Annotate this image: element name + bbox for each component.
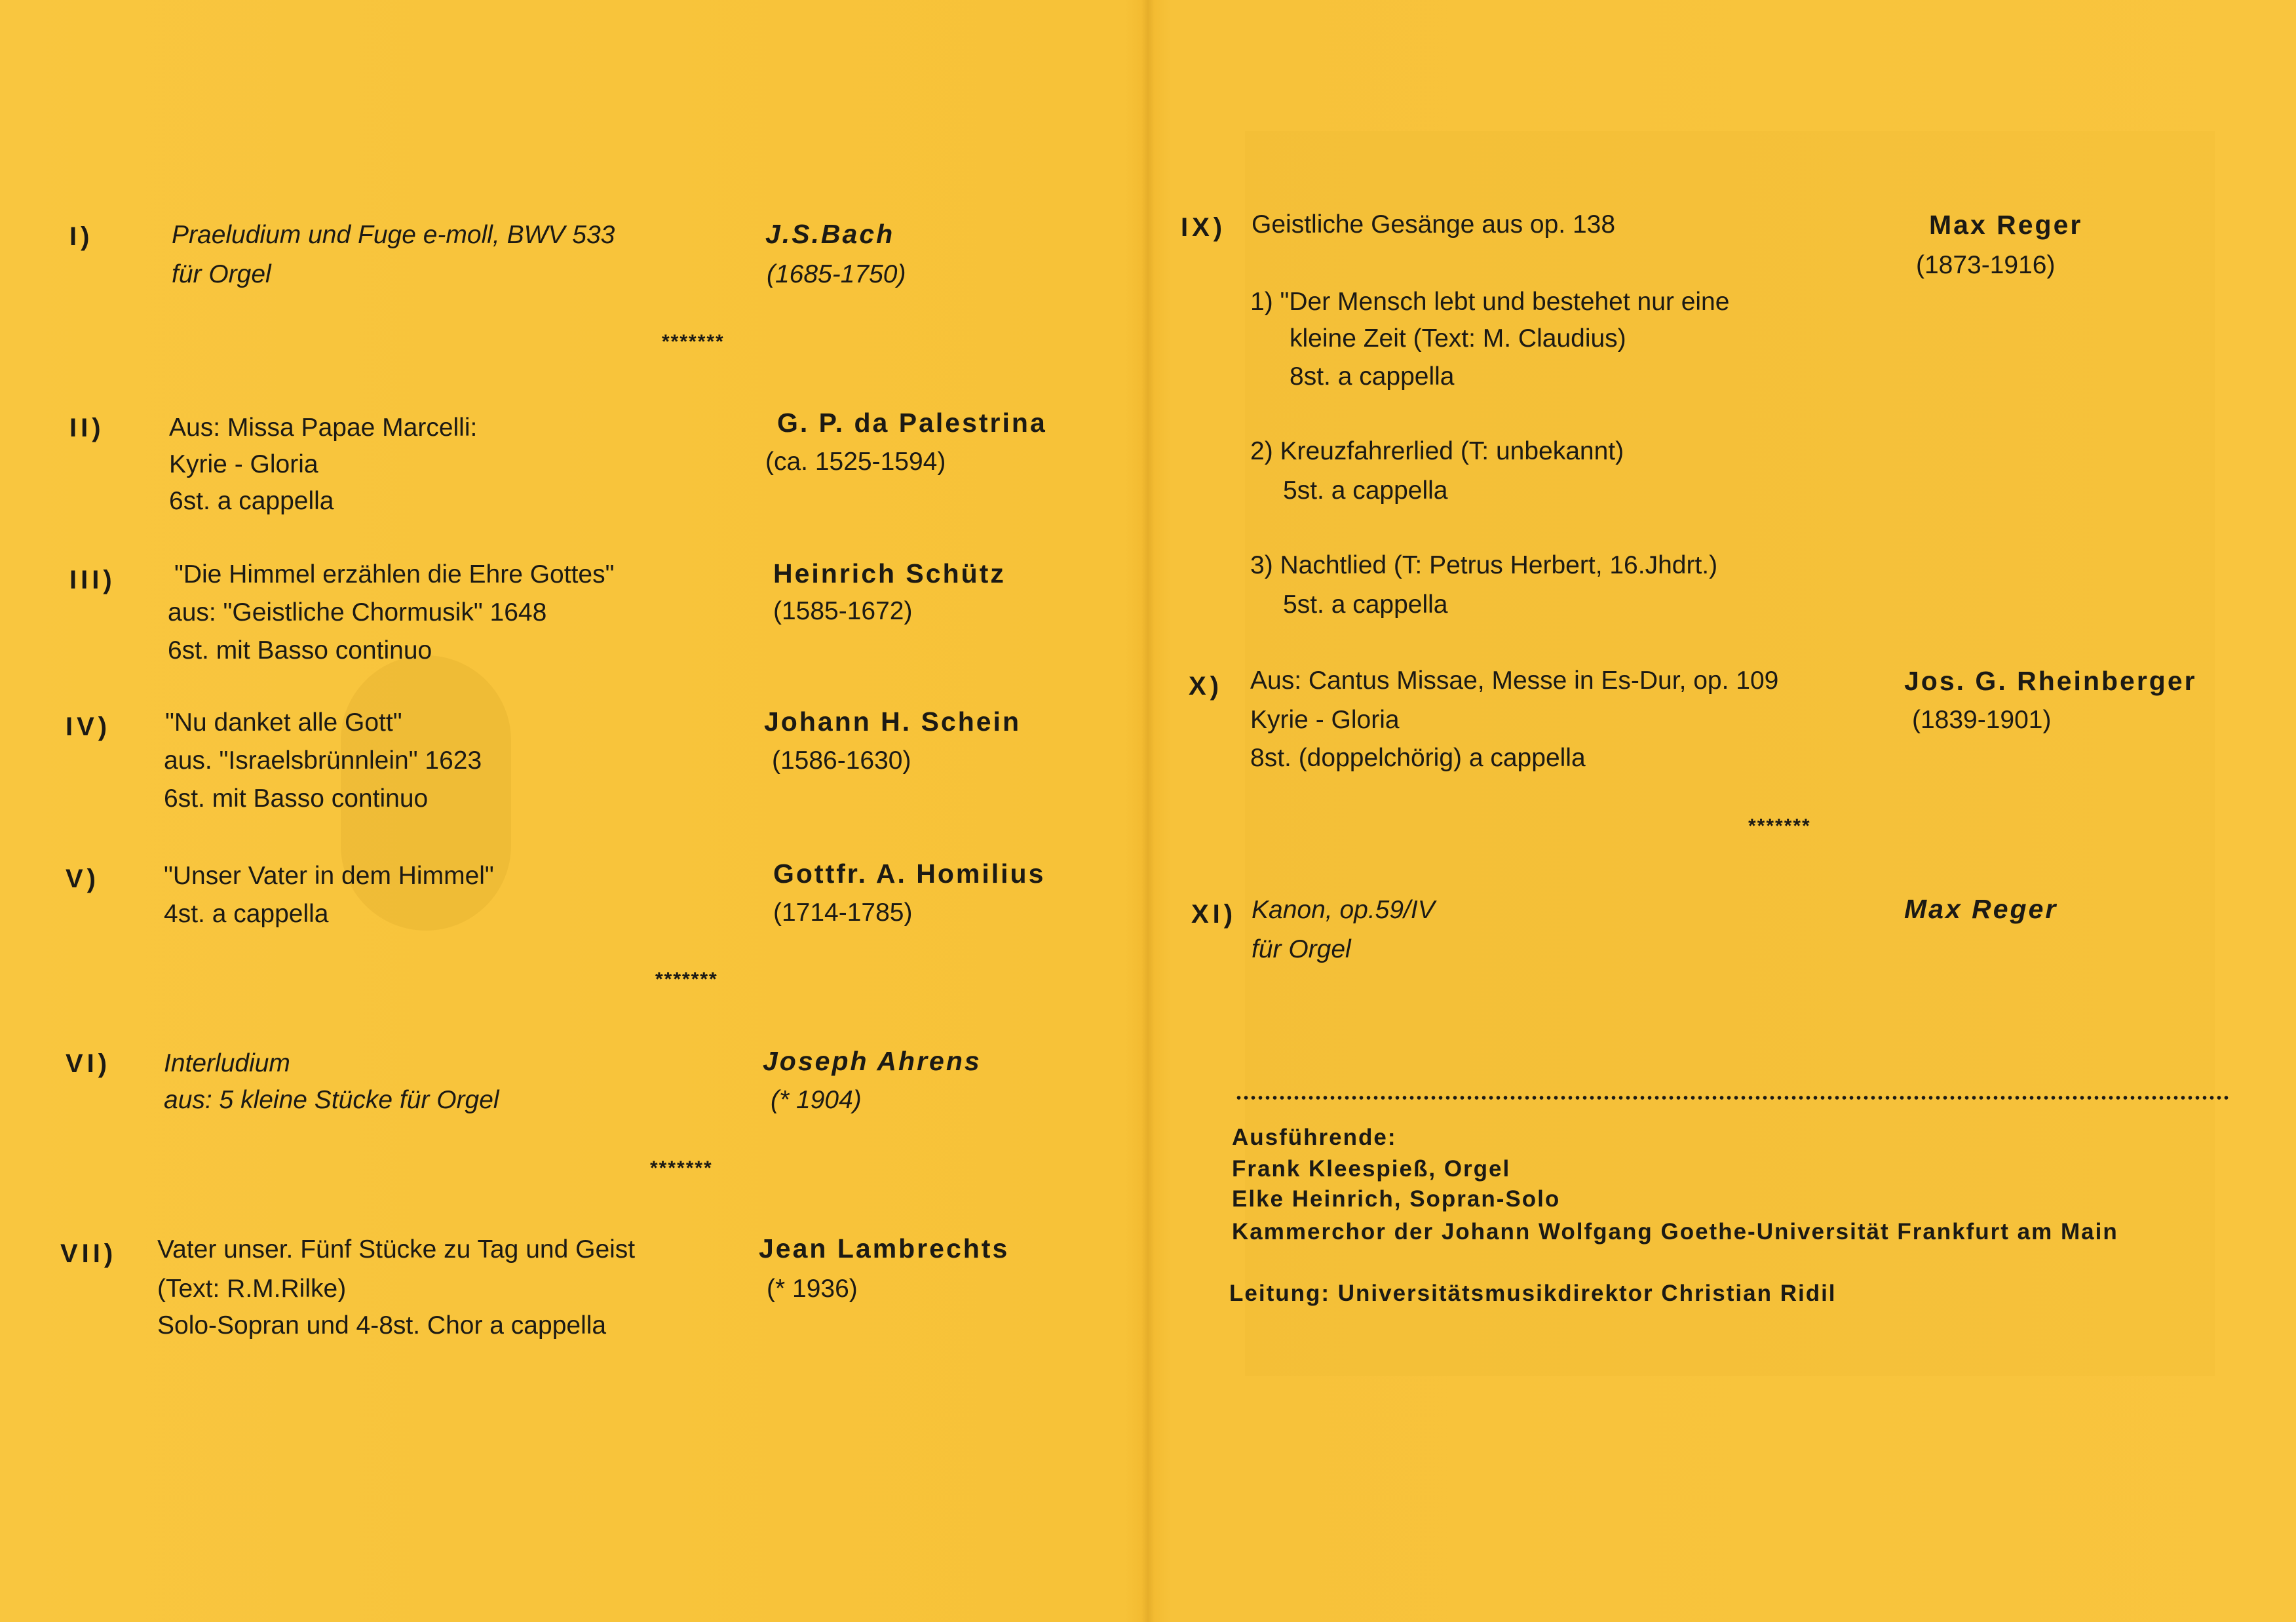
item-4-line-3: 6st. mit Basso continuo	[164, 784, 429, 813]
performer-soprano: Elke Heinrich, Sopran-Solo	[1232, 1186, 1561, 1212]
item-1-number: I)	[69, 222, 94, 251]
conductor-line: Leitung: Universitätsmusikdirektor Christian Ridil	[1229, 1281, 1837, 1306]
item-7-number: VII)	[60, 1239, 117, 1268]
item-9-composer: Max Reger	[1929, 210, 2083, 240]
item-2-line-3: 6st. a cappella	[169, 487, 334, 515]
performers-heading: Ausführende:	[1232, 1125, 1397, 1150]
item-3-title: "Die Himmel erzählen die Ehre Gottes"	[174, 560, 615, 589]
item-5-line-2: 4st. a cappella	[164, 900, 329, 928]
item-5-title: "Unser Vater in dem Himmel"	[164, 862, 494, 890]
item-10-composer: Jos. G. Rheinberger	[1904, 666, 2197, 696]
item-3-dates: (1585-1672)	[773, 597, 913, 625]
item-5-dates: (1714-1785)	[773, 898, 913, 927]
item-4-dates: (1586-1630)	[772, 746, 911, 775]
item-1-composer: J.S.Bach	[765, 219, 895, 249]
item-3-line-2: aus: "Geistliche Chormusik" 1648	[168, 598, 547, 627]
item-2-title: Aus: Missa Papae Marcelli:	[169, 414, 478, 442]
item-11-title: Kanon, op.59/IV	[1252, 896, 1435, 924]
separator-3: *******	[650, 1157, 713, 1179]
item-7-dates: (* 1936)	[767, 1275, 858, 1303]
item-10-line-2: Kyrie - Gloria	[1250, 706, 1400, 734]
separator-2: *******	[655, 969, 718, 990]
item-10-line-3: 8st. (doppelchörig) a cappella	[1250, 744, 1586, 772]
item-7-line-2: (Text: R.M.Rilke)	[157, 1275, 347, 1303]
item-11-line-2: für Orgel	[1252, 935, 1351, 963]
item-5-number: V)	[66, 864, 100, 893]
item-9-sub-1-line-3: 8st. a cappella	[1290, 362, 1455, 391]
item-9-title: Geistliche Gesänge aus op. 138	[1252, 210, 1616, 239]
performer-organ: Frank Kleespieß, Orgel	[1232, 1156, 1511, 1182]
separator-4: *******	[1748, 815, 1811, 837]
item-9-sub-3-line-2: 5st. a cappella	[1283, 590, 1448, 619]
item-1-title: Praeludium und Fuge e-moll, BWV 533	[172, 221, 615, 249]
item-1-dates: (1685-1750)	[767, 260, 906, 288]
item-9-sub-1-line-2: kleine Zeit (Text: M. Claudius)	[1290, 324, 1626, 353]
item-3-composer: Heinrich Schütz	[773, 558, 1006, 589]
page-fold	[1141, 0, 1155, 1622]
item-2-number: II)	[69, 414, 105, 442]
item-7-title: Vater unser. Fünf Stücke zu Tag und Geist	[157, 1235, 636, 1264]
item-10-title: Aus: Cantus Missae, Messe in Es-Dur, op. 109	[1250, 666, 1779, 695]
item-11-number: XI)	[1191, 900, 1237, 929]
item-6-dates: (* 1904)	[771, 1086, 862, 1114]
item-2-composer: G. P. da Palestrina	[777, 408, 1047, 438]
item-10-dates: (1839-1901)	[1912, 706, 2052, 734]
item-2-dates: (ca. 1525-1594)	[765, 448, 946, 476]
item-6-composer: Joseph Ahrens	[763, 1046, 982, 1076]
performer-choir: Kammerchor der Johann Wolfgang Goethe-Universität Frankfurt am Main	[1232, 1219, 2118, 1245]
item-5-composer: Gottfr. A. Homilius	[773, 859, 1046, 889]
item-7-composer: Jean Lambrechts	[759, 1233, 1010, 1264]
item-4-title: "Nu danket alle Gott"	[165, 708, 402, 737]
item-3-line-3: 6st. mit Basso continuo	[168, 636, 432, 665]
item-3-number: III)	[69, 566, 116, 594]
item-7-line-3: Solo-Sopran und 4-8st. Chor a cappella	[157, 1311, 607, 1340]
item-6-line-2: aus: 5 kleine Stücke für Orgel	[164, 1086, 499, 1114]
item-1-line-2: für Orgel	[172, 260, 271, 288]
item-9-sub-3-line-1: 3) Nachtlied (T: Petrus Herbert, 16.Jhdrt.)	[1250, 551, 1718, 579]
item-9-sub-1-line-1: 1) "Der Mensch lebt und bestehet nur eine	[1250, 288, 1730, 316]
item-2-line-2: Kyrie - Gloria	[169, 450, 318, 478]
item-4-line-2: aus. "Israelsbrünnlein" 1623	[164, 746, 482, 775]
item-9-sub-2-line-1: 2) Kreuzfahrerlied (T: unbekannt)	[1250, 437, 1624, 465]
dotted-divider	[1235, 1094, 2231, 1101]
item-9-number: IX)	[1181, 213, 1227, 242]
item-4-number: IV)	[66, 712, 111, 741]
item-6-title: Interludium	[164, 1049, 290, 1077]
item-4-composer: Johann H. Schein	[764, 706, 1021, 737]
item-9-dates: (1873-1916)	[1916, 251, 2056, 279]
separator-1: *******	[662, 331, 725, 353]
item-9-sub-2-line-2: 5st. a cappella	[1283, 476, 1448, 505]
item-6-number: VI)	[66, 1049, 111, 1078]
item-11-composer: Max Reger	[1904, 894, 2058, 924]
item-10-number: X)	[1189, 672, 1223, 701]
